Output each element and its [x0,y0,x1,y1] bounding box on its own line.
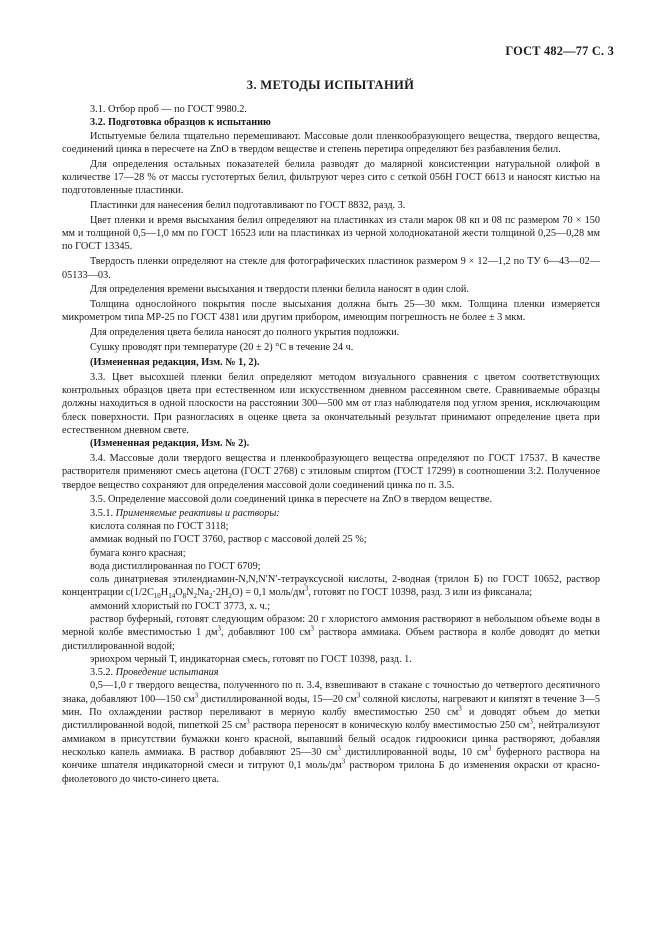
text-run: раствора аммиака. Объем раствора в колбе доводят до метки дистиллированной водой; [62,627,600,652]
reagent-item [62,613,600,653]
text-run: O [175,587,183,599]
paragraph: Толщина однослойного покрытия после высыхания должна быть 25—30 мкм. Толщина пленки измеряется микрометром типа МР-25 по ГОСТ 4381 или другим прибором, имеющим погрешность не более ± 3 мкм. [62,299,600,324]
reagent-item: бумага конго красная; [90,547,186,559]
text-run: дистиллированной воды, 15—20 см [198,693,357,705]
paragraph: Цвет пленки и время высыхания белил определяют на пластинках из стали марок 08 кп и 08 пс размером 70 × 150 мм и толщиной 0,5—1,0 мм по ГОСТ 16523 или на пластинках из черной холоднокатаной жести толщиной 0,25—0,28 мм по ГОСТ 13345. [62,214,600,253]
text-run: ·2H [212,587,229,599]
paragraph: Пластинки для нанесения белил подготавливают по ГОСТ 8832, разд. 3. [90,200,406,212]
paragraph-3-5: 3.5. Определение массовой доли соединений цинка в пересчете на ZnO в твердом веществе. [90,494,493,506]
superscript: 3 [310,624,314,633]
procedure-paragraph [62,679,600,785]
text-run: раствор буферный, готовят следующим образом: 20 г хлористого аммония растворяют в небольшом объеме воды в мерной колбе вместимостью 1 дм [62,613,600,639]
amendment-note: (Измененная редакция, Изм. № 1, 2). [90,356,260,368]
superscript: 3 [217,624,221,633]
paragraph-3-3: 3.3. Цвет высохшей пленки белил определяют методом визуального сравнения с цветом соответствующих контрольных образцов цвета при естественном или искусственном дневном рассеянном свете. Сравниваемые образцы должны находиться в одной плоскости на расстоянии 300—500 мм от глаз наблюдателя под углом зрения, исключающим блеск поверхности. При разногласиях в оценке цвета за окончательный результат принимают определение цвета при естественном дневном свете. [62,371,600,436]
superscript: 3 [194,691,199,700]
text-run: и доводят объем до метки дистиллированной водой, пипеткой 25 см [62,707,601,732]
paragraph-3-4: 3.4. Массовые доли твердого вещества и пленкообразующего вещества определяют по ГОСТ 17537. В качестве растворителя применяют смесь ацетона (ГОСТ 2768) с этиловым спиртом (ГОСТ 17299) в соотношении 3:2. Полученное твердое вещество сохраняют для определения массовой доли соединений цинка по п. 3.5. [62,452,600,491]
text-run: 0,5—1,0 г твердого вещества, полученного по п. 3.4, взвешивают в стакане с точностью до четвертого десятичного знака, добавляют 100—150 см [62,680,600,705]
superscript: 3 [246,717,250,726]
reagent-item: аммоний хлористый по ГОСТ 3773, х. ч.; [90,600,271,612]
text-run: дистиллированной воды, 10 см [340,746,488,758]
subscript: 10 [153,592,161,601]
paragraph: Сушку проводят при температуре (20 ± 2) °С в течение 24 ч. [90,342,354,354]
reagent-item: эриохром черный Т, индикаторная смесь, готовят по ГОСТ 10398, разд. 1. [90,653,412,665]
text-run: раствора переносят в коническую колбу вместимостью 250 см [249,720,530,732]
paragraph: Для определения времени высыхания и твердости пленки белила наносят в один слой. [90,284,469,296]
superscript: 3 [356,691,361,700]
text-run: раствором трилона Б до изменения окраски от красно-фиолетового до чисто-синего цвета. [62,760,600,785]
paragraph: Испытуемые белила тщательно перемешивают. Массовые доли пленкообразующего вещества, твердого вещества, соединений цинка в пересчете на ZnO в твердом веществе и степень перетира определяют без разбавления белил. [62,130,600,155]
subscript: 8 [182,592,187,601]
subscript: 2 [208,592,213,601]
reagent-item: аммиак водный по ГОСТ 3760, раствор с массовой долей 25 %; [90,534,367,546]
paragraph-3-1: 3.1. Отбор проб — по ГОСТ 9980.2. [90,104,247,115]
text-run: Na [197,587,209,599]
amendment-note: (Измененная редакция, Изм. № 2). [90,438,250,450]
superscript: 3 [341,757,346,766]
superscript: 3 [529,717,533,726]
paragraph: Для определения цвета белила наносят до полного укрытия подложки. [90,327,400,339]
text-run: соль динатриевая этилендиамин-N,N,N′N′-тетрауксусной кислоты, 2-водная (трилон Б) по ГОСТ 10652, раствор концентрации c(1/2C [62,574,600,599]
text-run: , нейтрализуют аммиаком в присутствии бумажки конго красной, выпавший белый осадок гидроокиси цинка растворяют, добавляя несколько капель аммиака. В раствор добавляют 25—30 см [62,720,601,758]
subheading-3-5-1 [62,507,600,520]
clause-label: Применяемые реактивы и растворы: [115,507,280,519]
superscript: 3 [304,584,309,593]
reagent-item: вода дистиллированная по ГОСТ 6709; [90,560,261,572]
section-title: 3. МЕТОДЫ ИСПЫТАНИЙ [246,78,415,92]
heading-3-2: 3.2. Подготовка образцов к испытанию [90,117,271,129]
reagent-item [62,573,600,600]
text-run: буферного раствора на кончике шпателя индикаторной смеси и титруют 0,1 моль/дм [62,746,600,772]
paragraph: Для определения остальных показателей белила разводят до малярной консистенции натуральной олифой в количестве 17—28 % от массы густотертых белил, фильтруют через сито с сеткой 056Н ГОСТ 6613 и наносят кистью на подготовленные пластинки. [62,158,600,197]
text-run: O) = 0,1 моль/дм [231,587,305,599]
superscript: 3 [458,704,462,713]
subscript: 2 [228,592,232,601]
text-run: , добавляют 100 см [220,627,311,639]
document-body [62,103,600,786]
subscript: 14 [168,592,176,601]
text-run: H [160,587,169,599]
text-run: , готовят по ГОСТ 10398, разд. 3 или из фиксанала; [308,587,533,599]
subscript: 2 [193,592,198,601]
subheading-3-5-2 [62,666,600,679]
clause-number: 3.5.1. [90,507,116,519]
text-run: соляной кислоты, нагревают и кипятят в течение 3—5 мин. По охлаждении раствор переливают в мерную колбу вместимостью 250 см [62,693,600,719]
clause-label: Проведение испытания [115,667,219,679]
superscript: 3 [337,744,341,753]
reagent-item: кислота соляная по ГОСТ 3118; [90,520,229,532]
superscript: 3 [487,744,492,753]
paragraph: Твердость пленки определяют на стекле для фотографических пластинок размером 9 × 12—1,2 по ТУ 6—43—02—05133—03. [62,256,600,281]
text-run: N [186,587,194,599]
clause-number: 3.5.2. [90,667,116,679]
page-header: ГОСТ 482—77 С. 3 [505,44,614,58]
